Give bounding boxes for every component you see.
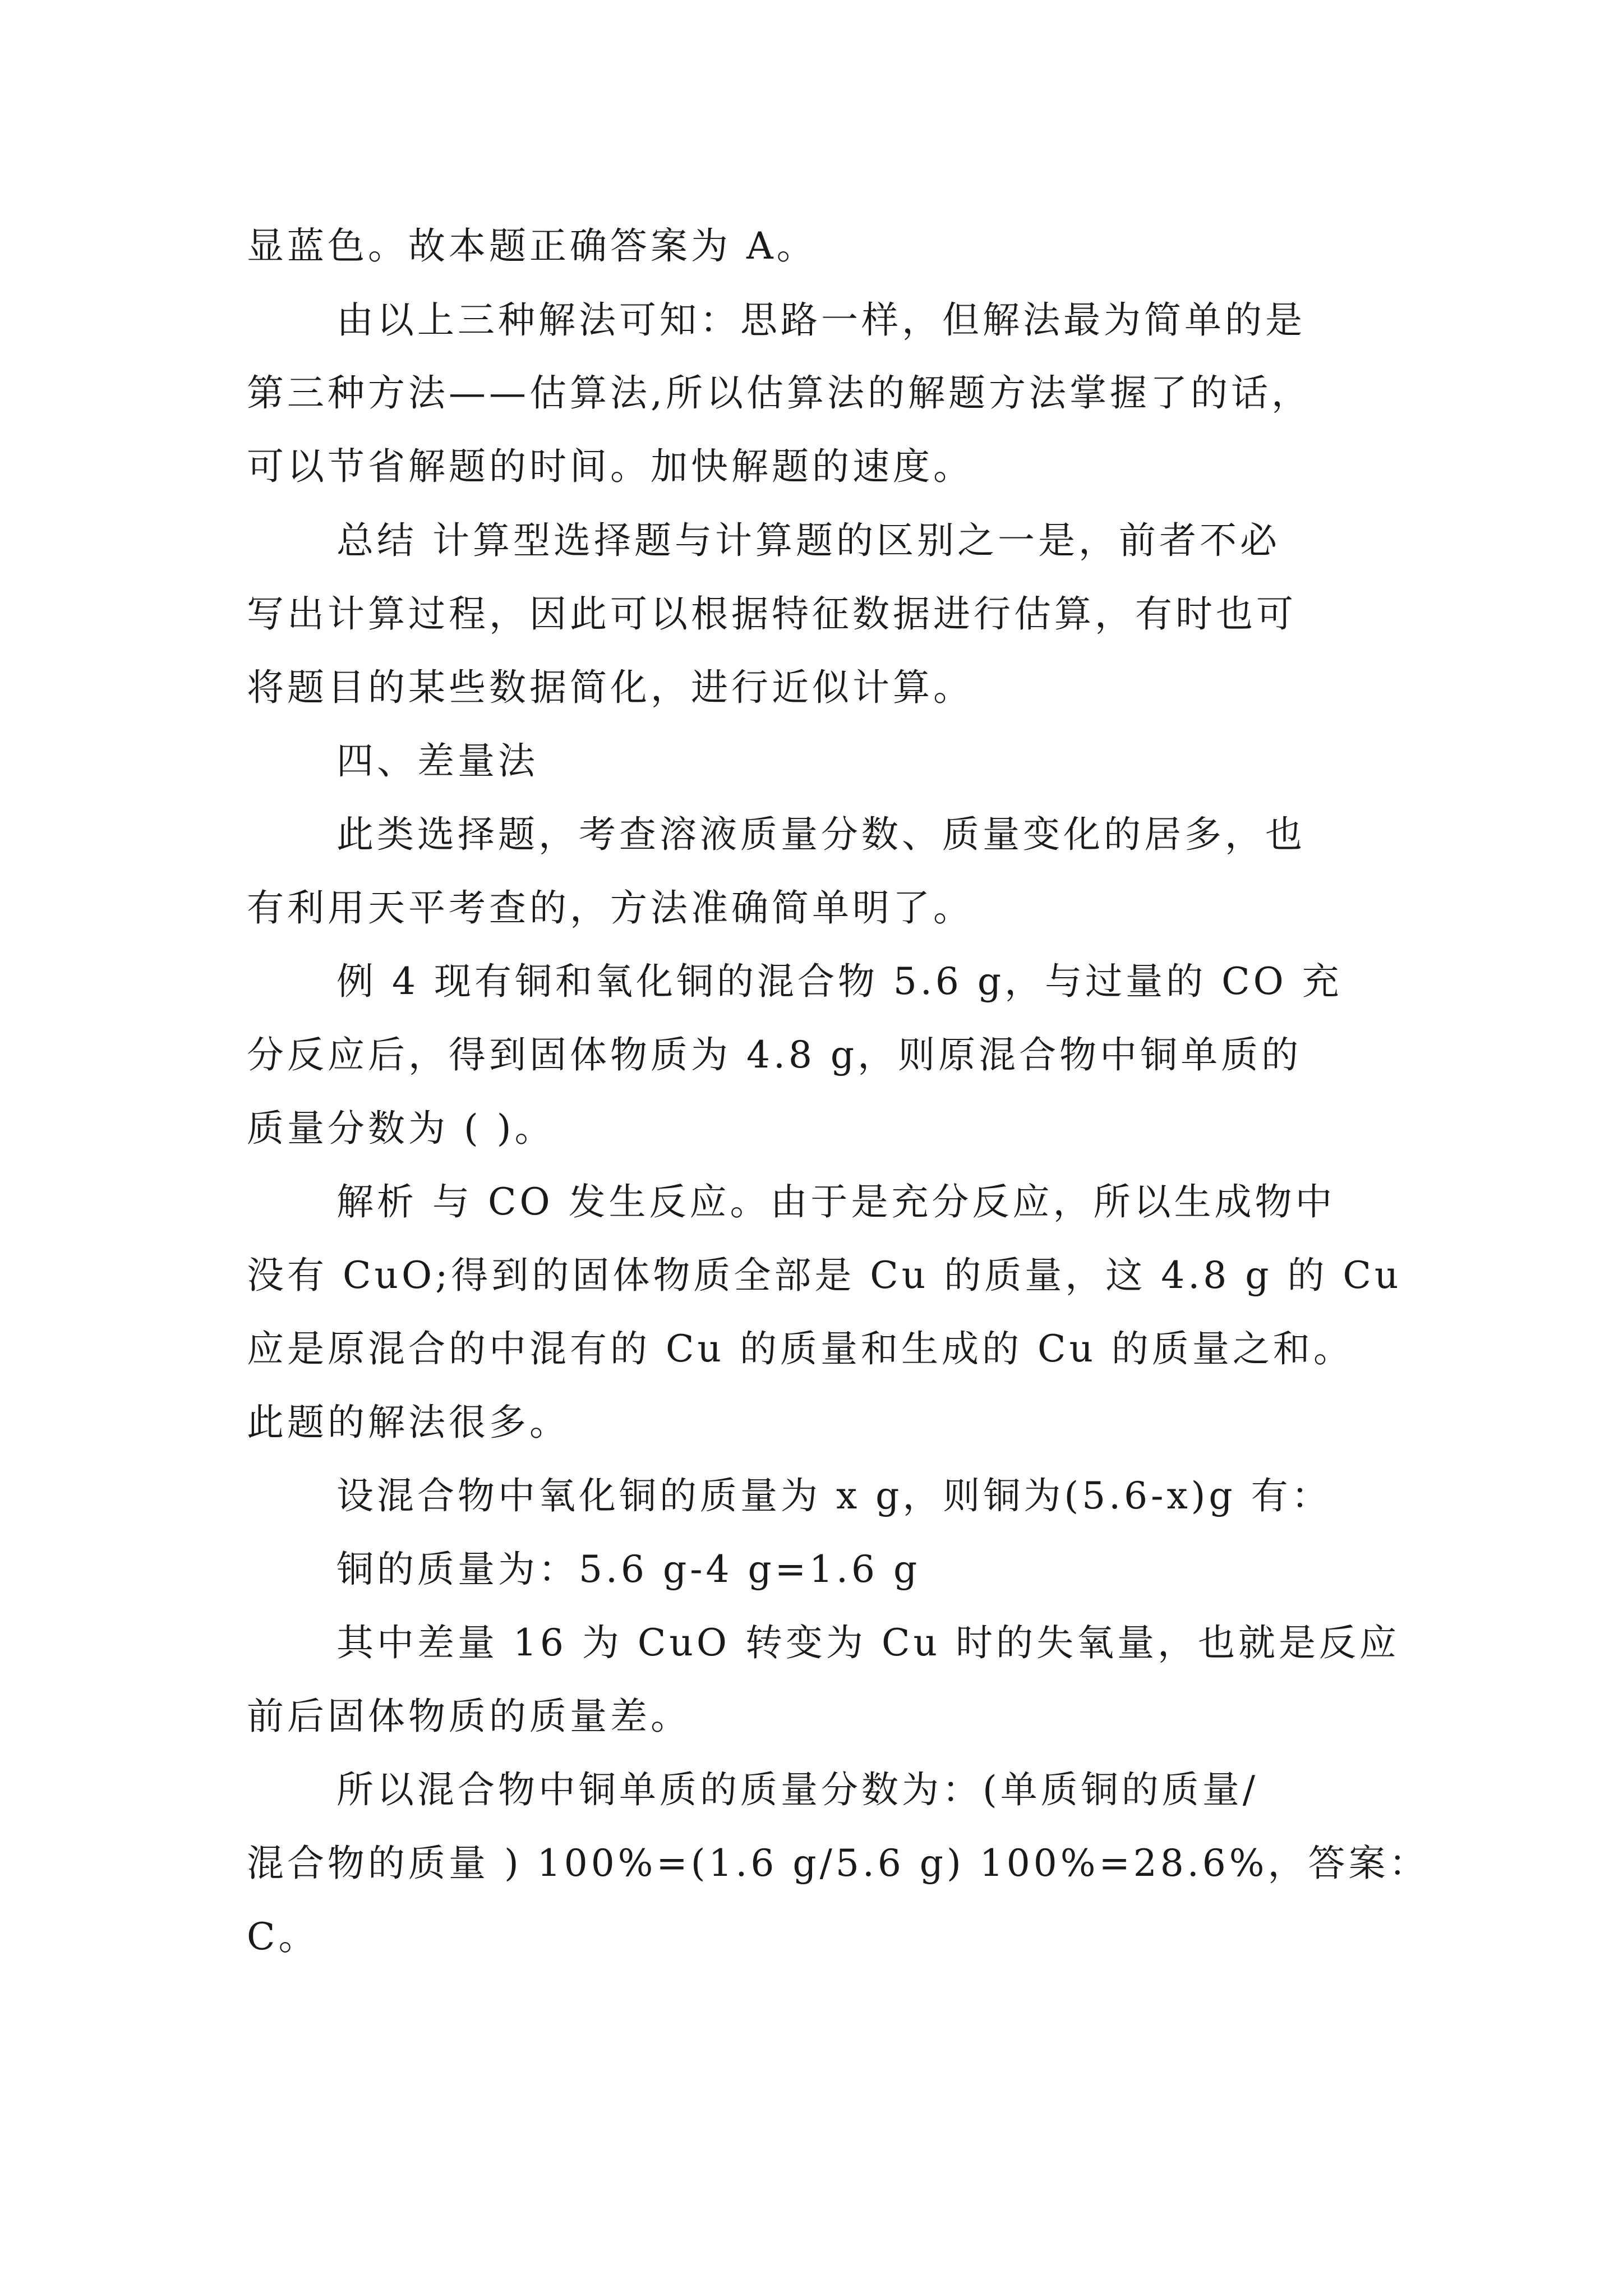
paragraph-line: 前后固体物质的质量差。 [247, 1695, 691, 1738]
paragraph-line: 第三种方法——估算法,所以估算法的解题方法掌握了的话， [247, 371, 1312, 415]
paragraph-line: 由以上三种解法可知：思路一样，但解法最为简单的是 [336, 298, 1306, 342]
paragraph-line: 没有 CuO;得到的固体物质全部是 Cu 的质量，这 4.8 g 的 Cu [247, 1254, 1402, 1297]
paragraph-line: 显蓝色。故本题正确答案为 A。 [247, 224, 817, 268]
paragraph-line: 有利用天平考查的，方法准确简单明了。 [247, 886, 974, 930]
paragraph-line: 设混合物中氧化铜的质量为 x g，则铜为(5.6-x)g 有： [336, 1474, 1332, 1517]
paragraph-line: 应是原混合的中混有的 Cu 的质量和生成的 Cu 的质量之和。 [247, 1327, 1354, 1370]
paragraph-line: C。 [247, 1915, 319, 1958]
section-heading: 四、差量法 [336, 739, 538, 783]
paragraph-line: 将题目的某些数据简化，进行近似计算。 [247, 666, 974, 709]
paragraph-line: 铜的质量为：5.6 g-4 g=1.6 g [336, 1548, 921, 1591]
paragraph-line: 解析 与 CO 发生反应。由于是充分反应，所以生成物中 [336, 1180, 1336, 1223]
paragraph-line: 混合物的质量 ) 100%=(1.6 g/5.6 g) 100%=28.6%，答案： [247, 1842, 1430, 1885]
paragraph-line: 分反应后，得到固体物质为 4.8 g，则原混合物中铜单质的 [247, 1033, 1302, 1076]
paragraph-line: 总结 计算型选择题与计算题的区别之一是，前者不必 [336, 519, 1280, 562]
paragraph-line: 可以节省解题的时间。加快解题的速度。 [247, 445, 974, 488]
paragraph-line: 质量分数为 ( )。 [247, 1107, 555, 1150]
paragraph-line: 写出计算过程，因此可以根据特征数据进行估算，有时也可 [247, 592, 1297, 636]
paragraph-line: 此题的解法很多。 [247, 1401, 570, 1444]
paragraph-line: 此类选择题，考查溶液质量分数、质量变化的居多，也 [336, 813, 1306, 856]
paragraph-line: 其中差量 16 为 CuO 转变为 Cu 时的失氧量，也就是反应 [336, 1621, 1400, 1664]
paragraph-line: 例 4 现有铜和氧化铜的混合物 5.6 g，与过量的 CO 充 [336, 960, 1343, 1003]
paragraph-line: 所以混合物中铜单质的质量分数为：(单质铜的质量/ [336, 1768, 1258, 1811]
